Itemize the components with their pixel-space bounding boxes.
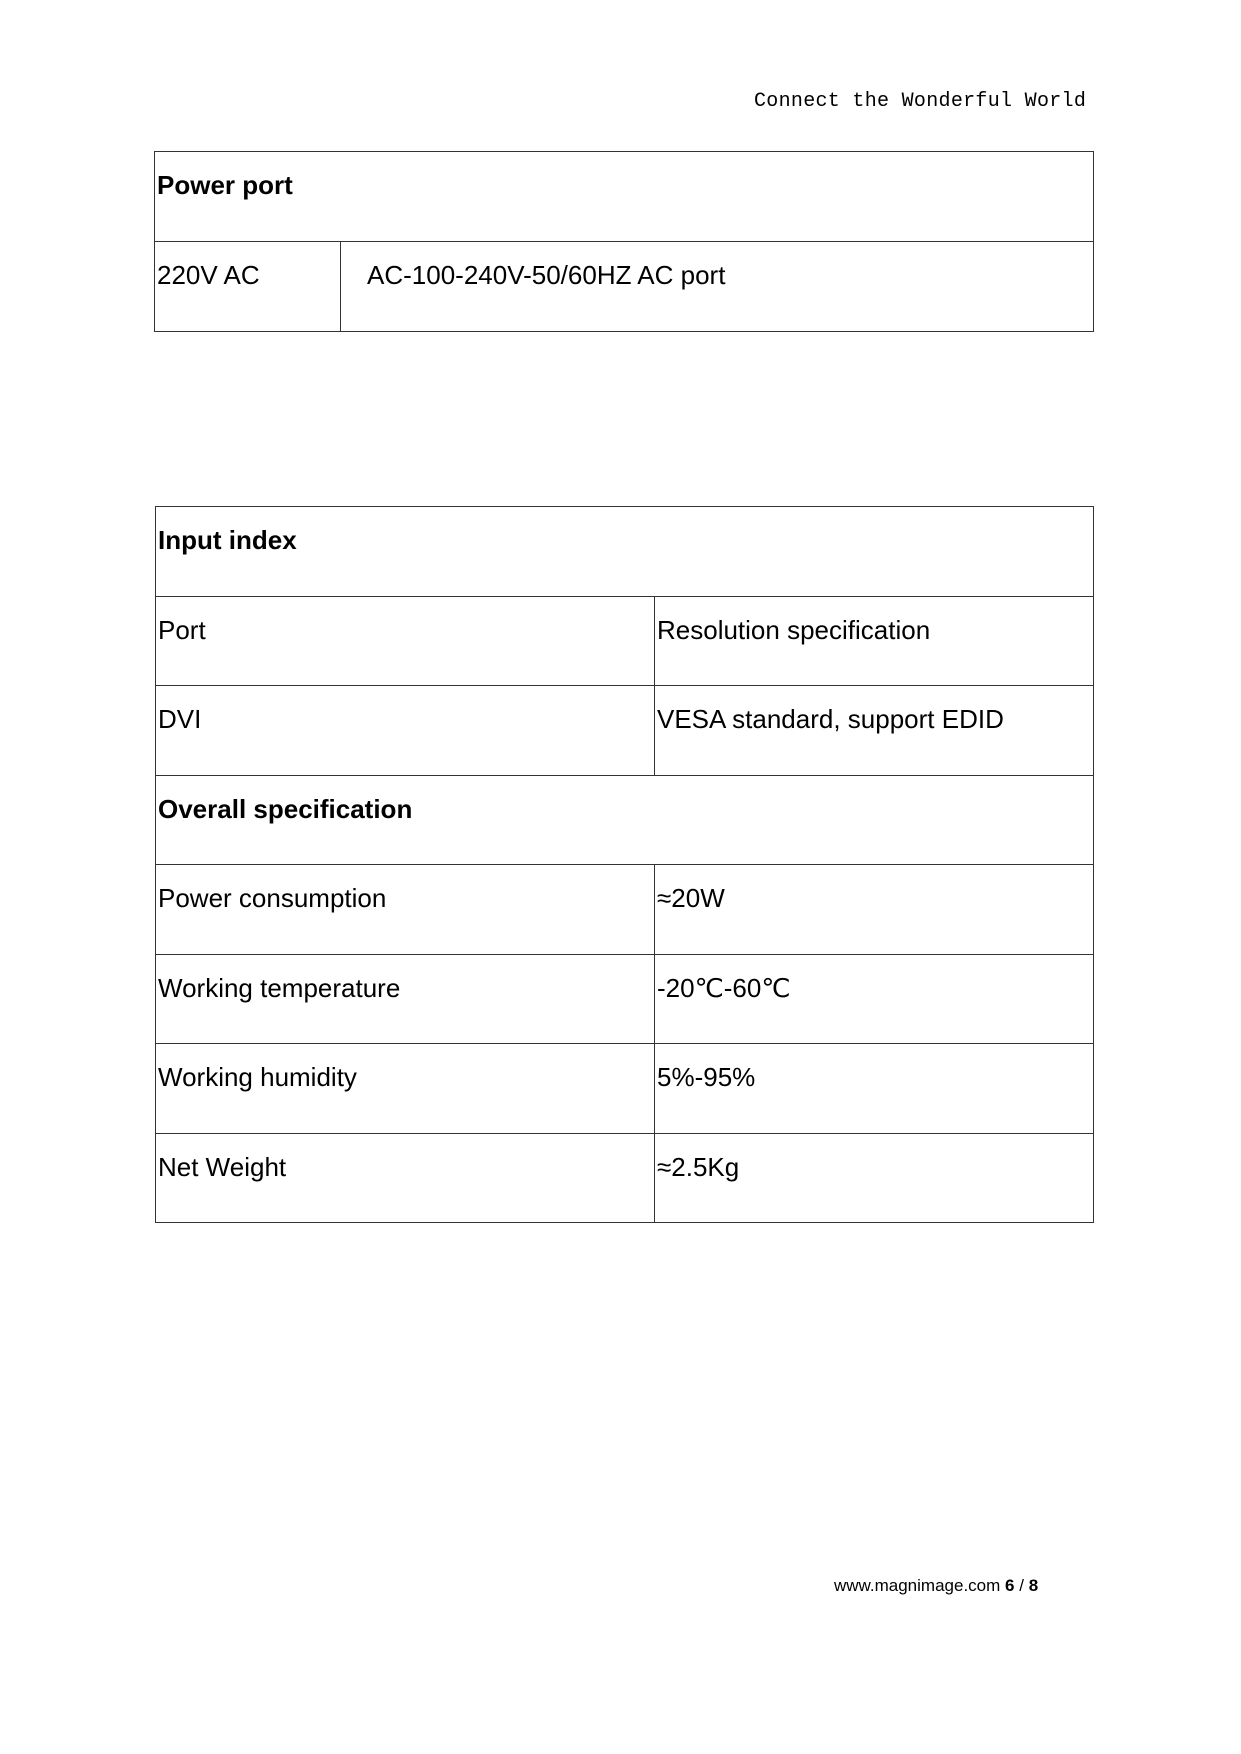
row-value: VESA standard, support EDID	[655, 686, 1094, 776]
table-row	[156, 954, 1094, 1044]
row-label: Power consumption	[156, 865, 655, 955]
table-row	[156, 596, 1094, 686]
page-number-total: 8	[1028, 1576, 1039, 1595]
row-label: Port	[156, 596, 655, 686]
table-row	[156, 686, 1094, 776]
row-value: 5%-95%	[655, 1044, 1094, 1134]
section-title-overall-specification: Overall specification	[156, 775, 1094, 865]
table-section-row	[156, 507, 1094, 597]
power-port-table	[154, 151, 1094, 332]
page-number-separator: /	[1019, 1576, 1024, 1595]
row-label: Net Weight	[156, 1133, 655, 1223]
row-value: AC-100-240V-50/60HZ AC port	[341, 242, 1094, 332]
table-section-row	[155, 152, 1094, 242]
page-footer	[834, 1576, 1038, 1596]
page-number-current: 6	[1005, 1576, 1015, 1595]
footer-website: www.magnimage.com	[834, 1576, 1001, 1595]
row-value: ≈20W	[655, 865, 1094, 955]
row-label: Working humidity	[156, 1044, 655, 1134]
section-title-input-index: Input index	[156, 507, 1094, 597]
section-title-power-port: Power port	[155, 152, 1094, 242]
spec-table	[155, 506, 1094, 1223]
row-label: Working temperature	[156, 954, 655, 1044]
table-row	[156, 1133, 1094, 1223]
table-row	[155, 242, 1094, 332]
table-row	[156, 1044, 1094, 1134]
row-label: DVI	[156, 686, 655, 776]
table-section-row	[156, 775, 1094, 865]
row-value: ≈2.5Kg	[655, 1133, 1094, 1223]
row-label: 220V AC	[155, 242, 341, 332]
header-tagline: Connect the Wonderful World	[754, 90, 1087, 113]
table-row	[156, 865, 1094, 955]
row-value: -20℃-60℃	[655, 954, 1094, 1044]
row-value: Resolution specification	[655, 596, 1094, 686]
